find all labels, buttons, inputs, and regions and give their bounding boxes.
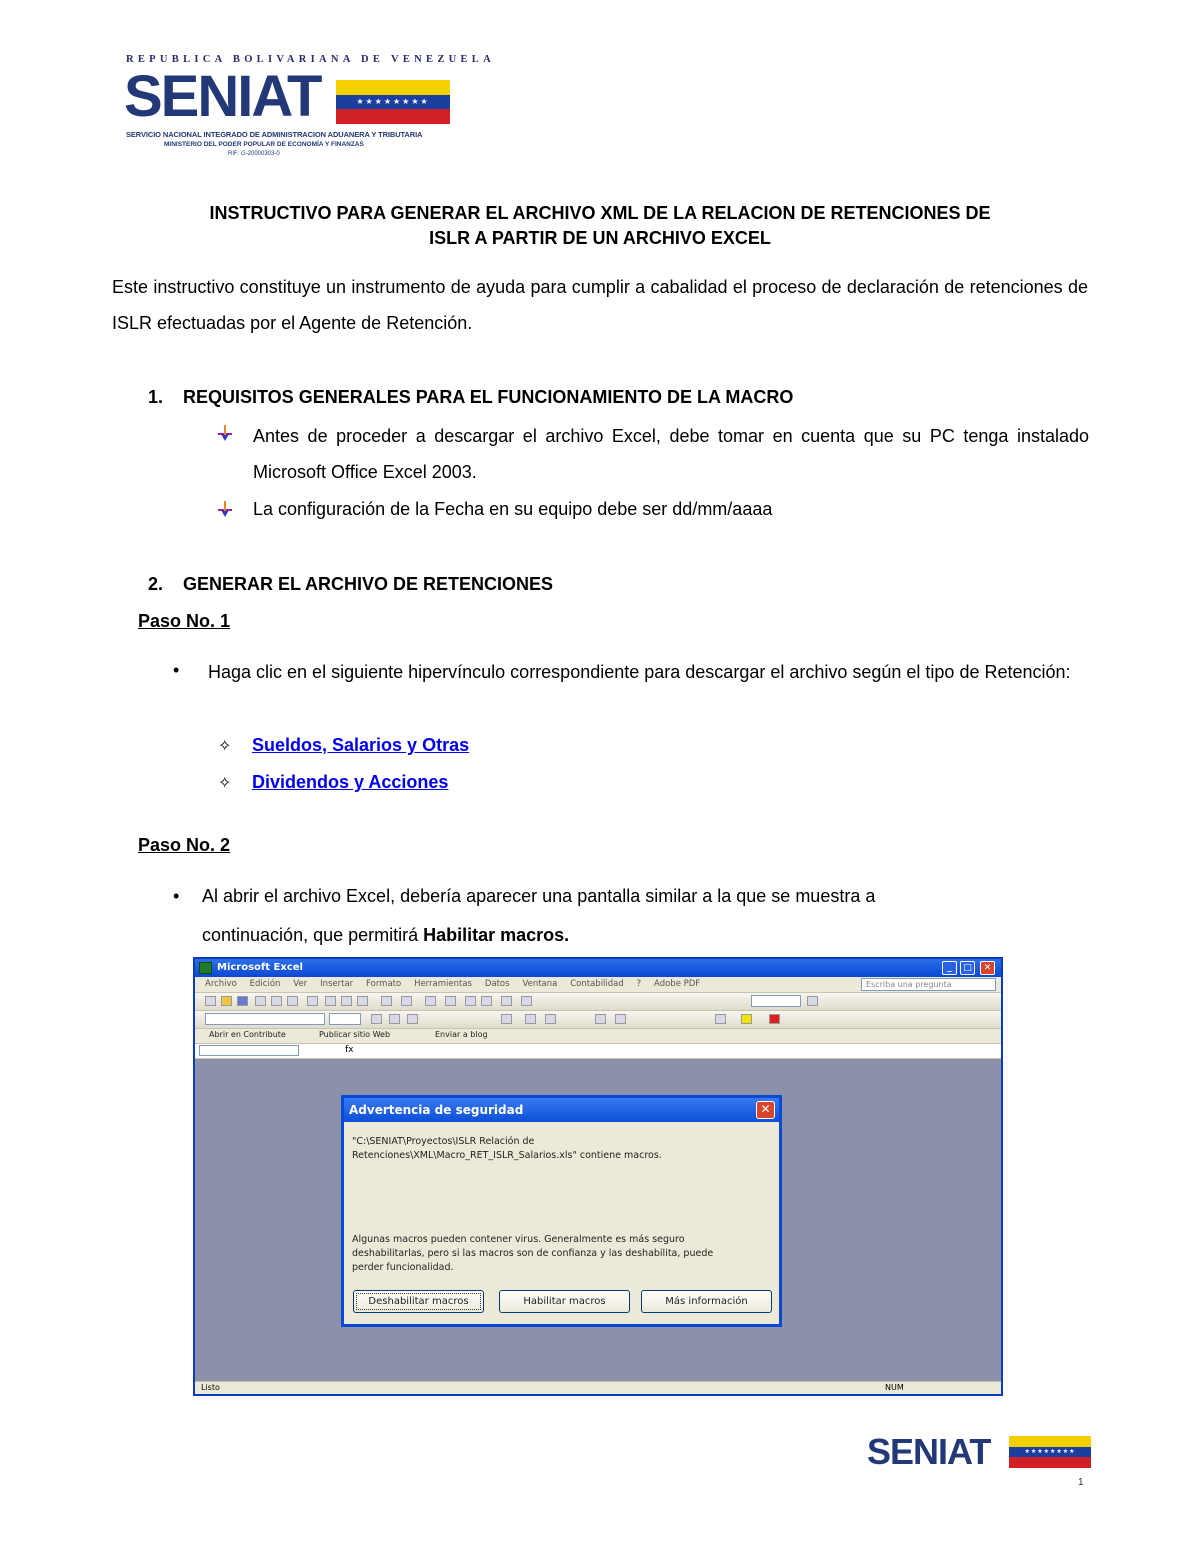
security-warning-dialog — [341, 1095, 782, 1327]
dialog-warning-line2: deshabilitarlas, pero si las macros son de confianza y las deshabilita, puede — [352, 1248, 714, 1259]
bullet-dot-icon: • — [173, 660, 180, 680]
drawing-icon[interactable] — [521, 996, 532, 1006]
menu-formato[interactable]: Formato — [366, 979, 402, 989]
menu-ayuda[interactable]: ? — [636, 979, 642, 989]
menu-edicion[interactable]: Edición — [249, 979, 281, 989]
dialog-warning-line1: Algunas macros pueden contener virus. Generalmente es más seguro — [352, 1234, 685, 1245]
dialog-warning-line3: perder funcionalidad. — [352, 1262, 454, 1273]
fx-icon: fx — [345, 1045, 354, 1055]
paso2-text-line1: Al abrir el archivo Excel, debería aparecer una pantalla similar a la que se muestra a — [202, 886, 876, 906]
close-icon[interactable]: ✕ — [980, 961, 995, 975]
save-icon[interactable] — [237, 996, 248, 1006]
status-num: NUM — [885, 1383, 904, 1392]
formatting-toolbar — [195, 1011, 1001, 1029]
font-name-select[interactable] — [205, 1013, 325, 1025]
seniat-header-logo — [124, 52, 495, 164]
paso2-label: Paso No. 2 — [138, 835, 231, 855]
contribute-button[interactable]: Abrir en Contribute — [209, 1030, 286, 1039]
menu-insertar[interactable]: Insertar — [320, 979, 354, 989]
spelling-icon[interactable] — [307, 996, 318, 1006]
menu-adobe-pdf[interactable]: Adobe PDF — [654, 979, 701, 989]
bullet-dot-icon: • — [173, 886, 180, 906]
rif-number: RIF: G-20000303-0 — [228, 151, 280, 157]
menu-herramientas[interactable]: Herramientas — [414, 979, 472, 989]
zoom-select[interactable] — [751, 995, 801, 1007]
more-info-button[interactable]: Más información — [641, 1290, 772, 1313]
font-size-select[interactable] — [329, 1013, 361, 1025]
excel-app-icon — [199, 962, 212, 974]
font-color-icon[interactable] — [769, 1014, 780, 1024]
venezuela-flag-icon: ★★★★★★★★ — [336, 80, 450, 124]
section1-number: 1. — [148, 387, 164, 407]
chart-wizard-icon[interactable] — [501, 996, 512, 1006]
section2-number: 2. — [148, 574, 164, 594]
menu-datos[interactable]: Datos — [484, 979, 510, 989]
increase-indent-icon[interactable] — [615, 1014, 626, 1024]
minimize-icon[interactable]: _ — [942, 961, 957, 975]
merge-center-icon[interactable] — [501, 1014, 512, 1024]
menu-contabilidad[interactable]: Contabilidad — [570, 979, 624, 989]
dialog-titlebar — [344, 1098, 779, 1122]
seniat-footer-logo — [867, 1432, 1091, 1472]
dialog-path-line1: "C:\SENIAT\Proyectos\ISLR Relación de — [352, 1136, 535, 1147]
ministry-name: MINISTERIO DEL PODER POPULAR DE ECONOMÍA Y FINANZAS — [164, 141, 364, 148]
undo-icon[interactable] — [381, 996, 392, 1006]
maximize-icon[interactable]: □ — [960, 961, 975, 975]
intro-paragraph: Este instructivo constituye un instrumento de ayuda para cumplir a cabalidad el proceso de declaración de retenciones de ISLR efectuadas por el Agente de Retención. — [112, 277, 1088, 333]
enable-macros-button[interactable]: Habilitar macros — [499, 1290, 630, 1313]
excel-menu-bar — [195, 977, 1001, 993]
arrow-bullet-icon — [217, 500, 233, 520]
italic-icon[interactable] — [389, 1014, 400, 1024]
publish-web-button[interactable]: Publicar sitio Web — [319, 1030, 391, 1039]
sort-asc-icon[interactable] — [465, 996, 476, 1006]
formula-bar — [195, 1044, 1001, 1059]
menu-archivo[interactable]: Archivo — [205, 979, 237, 989]
fill-color-icon[interactable] — [741, 1014, 752, 1024]
page-number: 1 — [1078, 1477, 1084, 1488]
dialog-title: Advertencia de seguridad — [349, 1103, 524, 1117]
menu-ventana[interactable]: Ventana — [522, 979, 558, 989]
help-icon[interactable] — [807, 996, 818, 1006]
print-icon[interactable] — [271, 996, 282, 1006]
blog-button[interactable]: Enviar a blog — [435, 1030, 488, 1039]
paso2-text-line2: continuación, que permitirá Habilitar macros. — [202, 925, 570, 945]
links-toolbar — [195, 1029, 1001, 1044]
dialog-close-icon[interactable]: ✕ — [756, 1101, 775, 1119]
sort-desc-icon[interactable] — [481, 996, 492, 1006]
excel-screenshot — [193, 957, 1003, 1396]
currency-icon[interactable] — [525, 1014, 536, 1024]
name-box[interactable] — [199, 1045, 299, 1056]
link-sueldos-salarios[interactable]: Sueldos, Salarios y Otras — [252, 735, 470, 755]
paso1-label: Paso No. 1 — [138, 611, 231, 631]
underline-icon[interactable] — [407, 1014, 418, 1024]
diamond-bullet-icon: ✧ — [218, 738, 232, 755]
hyperlink-icon[interactable] — [425, 996, 436, 1006]
logo-wordmark: SENIAT — [124, 64, 321, 129]
diamond-bullet-icon: ✧ — [218, 775, 232, 792]
excel-window-title: Microsoft Excel — [217, 962, 303, 973]
percent-icon[interactable] — [545, 1014, 556, 1024]
borders-icon[interactable] — [715, 1014, 726, 1024]
decrease-indent-icon[interactable] — [595, 1014, 606, 1024]
document-title-line2: ISLR A PARTIR DE UN ARCHIVO EXCEL — [429, 228, 771, 248]
link-dividendos-acciones[interactable]: Dividendos y Acciones — [252, 772, 449, 792]
document-title-line1: INSTRUCTIVO PARA GENERAR EL ARCHIVO XML DE LA RELACION DE RETENCIONES DE — [209, 203, 991, 223]
excel-titlebar — [195, 959, 1001, 977]
paso1-text: Haga clic en el siguiente hipervínculo correspondiente para descargar el archivo según el tipo de Retención: — [208, 662, 1071, 682]
agency-name: SERVICIO NACIONAL INTEGRADO DE ADMINISTRACION ADUANERA Y TRIBUTARIA — [126, 130, 423, 139]
excel-status-bar — [195, 1381, 1001, 1394]
open-icon[interactable] — [221, 996, 232, 1006]
bold-icon[interactable] — [371, 1014, 382, 1024]
section1-heading: REQUISITOS GENERALES PARA EL FUNCIONAMIENTO DE LA MACRO — [183, 387, 794, 407]
footer-logo-wordmark: SENIAT — [867, 1431, 991, 1472]
cut-icon[interactable] — [325, 996, 336, 1006]
permission-icon[interactable] — [255, 996, 266, 1006]
status-ready: Listo — [201, 1383, 220, 1392]
paste-icon[interactable] — [357, 996, 368, 1006]
preview-icon[interactable] — [287, 996, 298, 1006]
requirement-item-2: La configuración de la Fecha en su equipo debe ser dd/mm/aaaa — [253, 499, 773, 519]
footer-flag-icon: ★★★★★★★★ — [1009, 1436, 1091, 1468]
habilitar-macros-emphasis: Habilitar macros. — [423, 925, 570, 945]
requirement-item-1: Antes de proceder a descargar el archivo Excel, debe tomar en cuenta que su PC tenga instalado Microsoft Office Excel 2003. — [253, 426, 1089, 482]
standard-toolbar — [195, 993, 1001, 1011]
copy-icon[interactable] — [341, 996, 352, 1006]
autosum-icon[interactable] — [445, 996, 456, 1006]
disable-macros-button[interactable]: Deshabilitar macros — [353, 1290, 484, 1313]
new-icon[interactable] — [205, 996, 216, 1006]
arrow-bullet-icon — [217, 424, 233, 444]
redo-icon[interactable] — [401, 996, 412, 1006]
ask-question-input[interactable]: Escriba una pregunta — [861, 978, 996, 991]
country-name: REPUBLICA BOLIVARIANA DE VENEZUELA — [126, 54, 495, 65]
section2-heading: GENERAR EL ARCHIVO DE RETENCIONES — [183, 574, 554, 594]
menu-ver[interactable]: Ver — [293, 979, 308, 989]
dialog-path-line2: Retenciones\XML\Macro_RET_ISLR_Salarios.xls" contiene macros. — [352, 1150, 662, 1161]
